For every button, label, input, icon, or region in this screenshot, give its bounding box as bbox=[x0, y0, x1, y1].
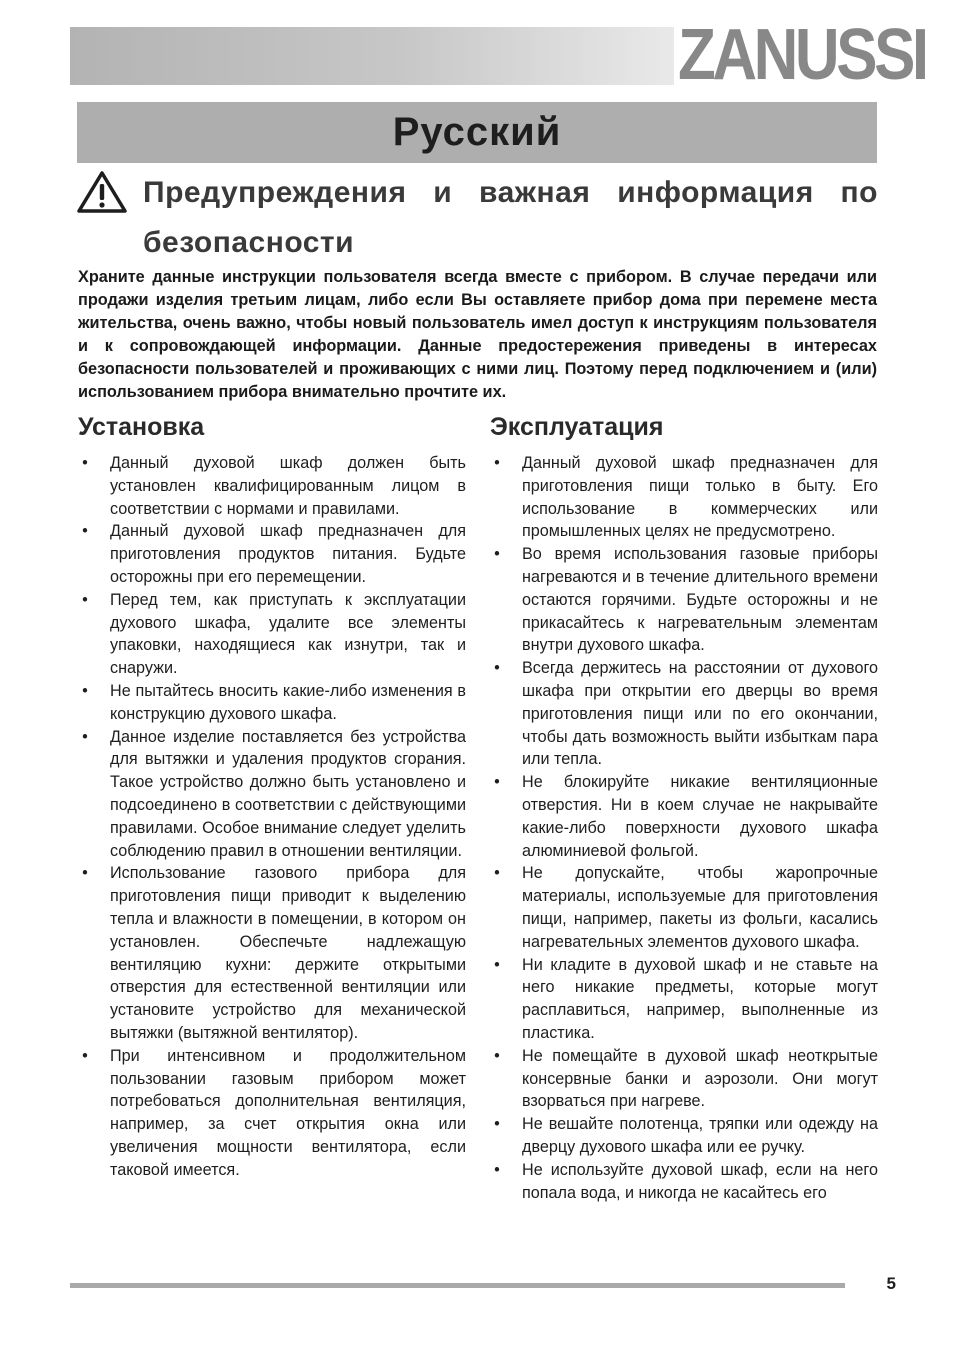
list-item-text: Не пытайтесь вносить какие-либо изменения в конструкцию духового шкафа. bbox=[110, 681, 466, 723]
list-item-text: Всегда держитесь на расстоянии от духового шкафа при открытии его дверцы во время приготовления пищи или по его окончании, чтобы дать возможность выйти избыткам пара или тепла. bbox=[522, 659, 878, 769]
bullet-icon: • bbox=[494, 864, 500, 883]
list-item bbox=[78, 680, 466, 726]
intro-paragraph: Храните данные инструкции пользователя всегда вместе с прибором. В случае передачи или продажи изделия третьим лицам, либо если Вы оставляете прибор дома при перемене места жительства, очень важно, чтобы новый пользователь имел доступ к инструкциям пользователя и к сопровождающей информации. Данные предостережения приведены в интересах безопасности пользователей и проживающих с ними лиц. Поэтому перед подключением и (или) использованием прибора внимательно прочтите их. bbox=[78, 268, 877, 401]
list-item-text: Не допускайте, чтобы жаропрочные материалы, используемые для приготовления пищи, например, пакеты из фольги, касались нагревательных элементов духового шкафа. bbox=[522, 864, 878, 951]
warning-triangle-icon bbox=[76, 170, 128, 214]
list-item bbox=[78, 862, 466, 1044]
list-item-text: Не помещайте в духовой шкаф неоткрытые консервные банки и аэрозоли. Они могут взорваться при нагреве. bbox=[522, 1046, 878, 1111]
list-item bbox=[490, 543, 878, 657]
list-item-text: Данный духовой шкаф предназначен для приготовления продуктов питания. Будьте осторожны при его перемещении. bbox=[110, 522, 466, 586]
bullet-icon: • bbox=[82, 864, 88, 883]
bullet-icon: • bbox=[82, 1046, 88, 1065]
section-title: Предупреждения и важная информация по безопасности bbox=[143, 176, 878, 259]
list-item bbox=[490, 1045, 878, 1113]
list-item bbox=[490, 657, 878, 771]
installation-list bbox=[78, 452, 466, 1182]
list-item bbox=[490, 771, 878, 862]
list-item bbox=[78, 1045, 466, 1182]
language-banner: Русский bbox=[77, 102, 877, 163]
bullet-icon: • bbox=[494, 659, 500, 678]
list-item bbox=[78, 726, 466, 863]
list-item-text: Использование газового прибора для приготовления пищи приводит к выделению тепла и влажности в помещении, в котором он установлен. Обеспечьте надлежащую вентиляцию кухни: держите открытыми отверстия для естественной вентиляции или установите устройство для механической вытяжки (вытяжной вентилятор). bbox=[110, 864, 466, 1042]
bullet-icon: • bbox=[82, 590, 88, 609]
bullet-icon: • bbox=[494, 545, 500, 564]
bullet-icon: • bbox=[82, 522, 88, 541]
operation-list bbox=[490, 452, 878, 1204]
list-item-text: Не вешайте полотенца, тряпки или одежду на дверцу духового шкафа или ее ручку. bbox=[522, 1115, 878, 1156]
list-item bbox=[490, 1159, 878, 1205]
list-item bbox=[78, 589, 466, 680]
bullet-icon: • bbox=[494, 1160, 500, 1179]
installation-heading: Установка bbox=[78, 413, 205, 441]
footer-divider bbox=[70, 1283, 845, 1288]
list-item-text: Не используйте духовой шкаф, если на него попала вода, и никогда не касайтесь его bbox=[522, 1160, 878, 1202]
header-gradient-bar bbox=[70, 27, 674, 85]
list-item-text: Данный духовой шкаф должен быть установлен квалифицированным лицом в соответствии с нормами и правилами. bbox=[110, 454, 466, 518]
bullet-icon: • bbox=[494, 773, 500, 792]
list-item bbox=[78, 520, 466, 588]
list-item-text: Перед тем, как приступать к эксплуатации духового шкафа, удалите все элементы упаковки, находящиеся как изнутри, так и снаружи. bbox=[110, 590, 466, 678]
list-item-text: При интенсивном и продолжительном пользовании газовым прибором может потребоваться дополнительная вентиляция, например, за счет открытия окна или увеличения мощности вентилятора, если таковой имеется. bbox=[110, 1046, 466, 1179]
bullet-icon: • bbox=[494, 454, 500, 472]
list-item bbox=[78, 452, 466, 520]
bullet-icon: • bbox=[494, 1115, 500, 1134]
bullet-icon: • bbox=[82, 681, 88, 700]
brand-logo: ZANUSSI bbox=[678, 15, 926, 95]
bullet-icon: • bbox=[494, 1046, 500, 1065]
operation-heading: Эксплуатация bbox=[490, 413, 664, 441]
list-item bbox=[490, 862, 878, 953]
list-item-text: Ни кладите в духовой шкаф и не ставьте на него никакие предметы, которые могут расплавиться, например, выполненные из пластика. bbox=[522, 955, 878, 1042]
list-item bbox=[490, 452, 878, 543]
list-item-text: Данный духовой шкаф предназначен для приготовления пищи только в быту. Его использование в коммерческих или промышленных целях не предусмотрено. bbox=[522, 454, 878, 541]
list-item-text: Во время использования газовые приборы нагреваются и в течение длительного времени остаются горячими. Будьте осторожны и не прикасайтесь к нагревательным элементам внутри духового шкафа. bbox=[522, 545, 878, 655]
bullet-icon: • bbox=[82, 454, 88, 472]
list-item bbox=[490, 954, 878, 1045]
list-item-text: Не блокируйте никакие вентиляционные отверстия. Ни в коем случае не накрывайте какие-либо поверхности духового шкафа алюминиевой фольгой. bbox=[522, 773, 878, 860]
bullet-icon: • bbox=[82, 727, 88, 746]
bullet-icon: • bbox=[494, 955, 500, 974]
list-item-text: Данное изделие поставляется без устройства для вытяжки и удаления продуктов сгорания. Такое устройство должно быть установлено и подсоединено в соответствии с действующими правилами. Особое внимание следует уделить соблюдению правил в отношении вентиляции. bbox=[110, 727, 466, 860]
page-number: 5 bbox=[886, 1274, 896, 1293]
list-item bbox=[490, 1113, 878, 1159]
